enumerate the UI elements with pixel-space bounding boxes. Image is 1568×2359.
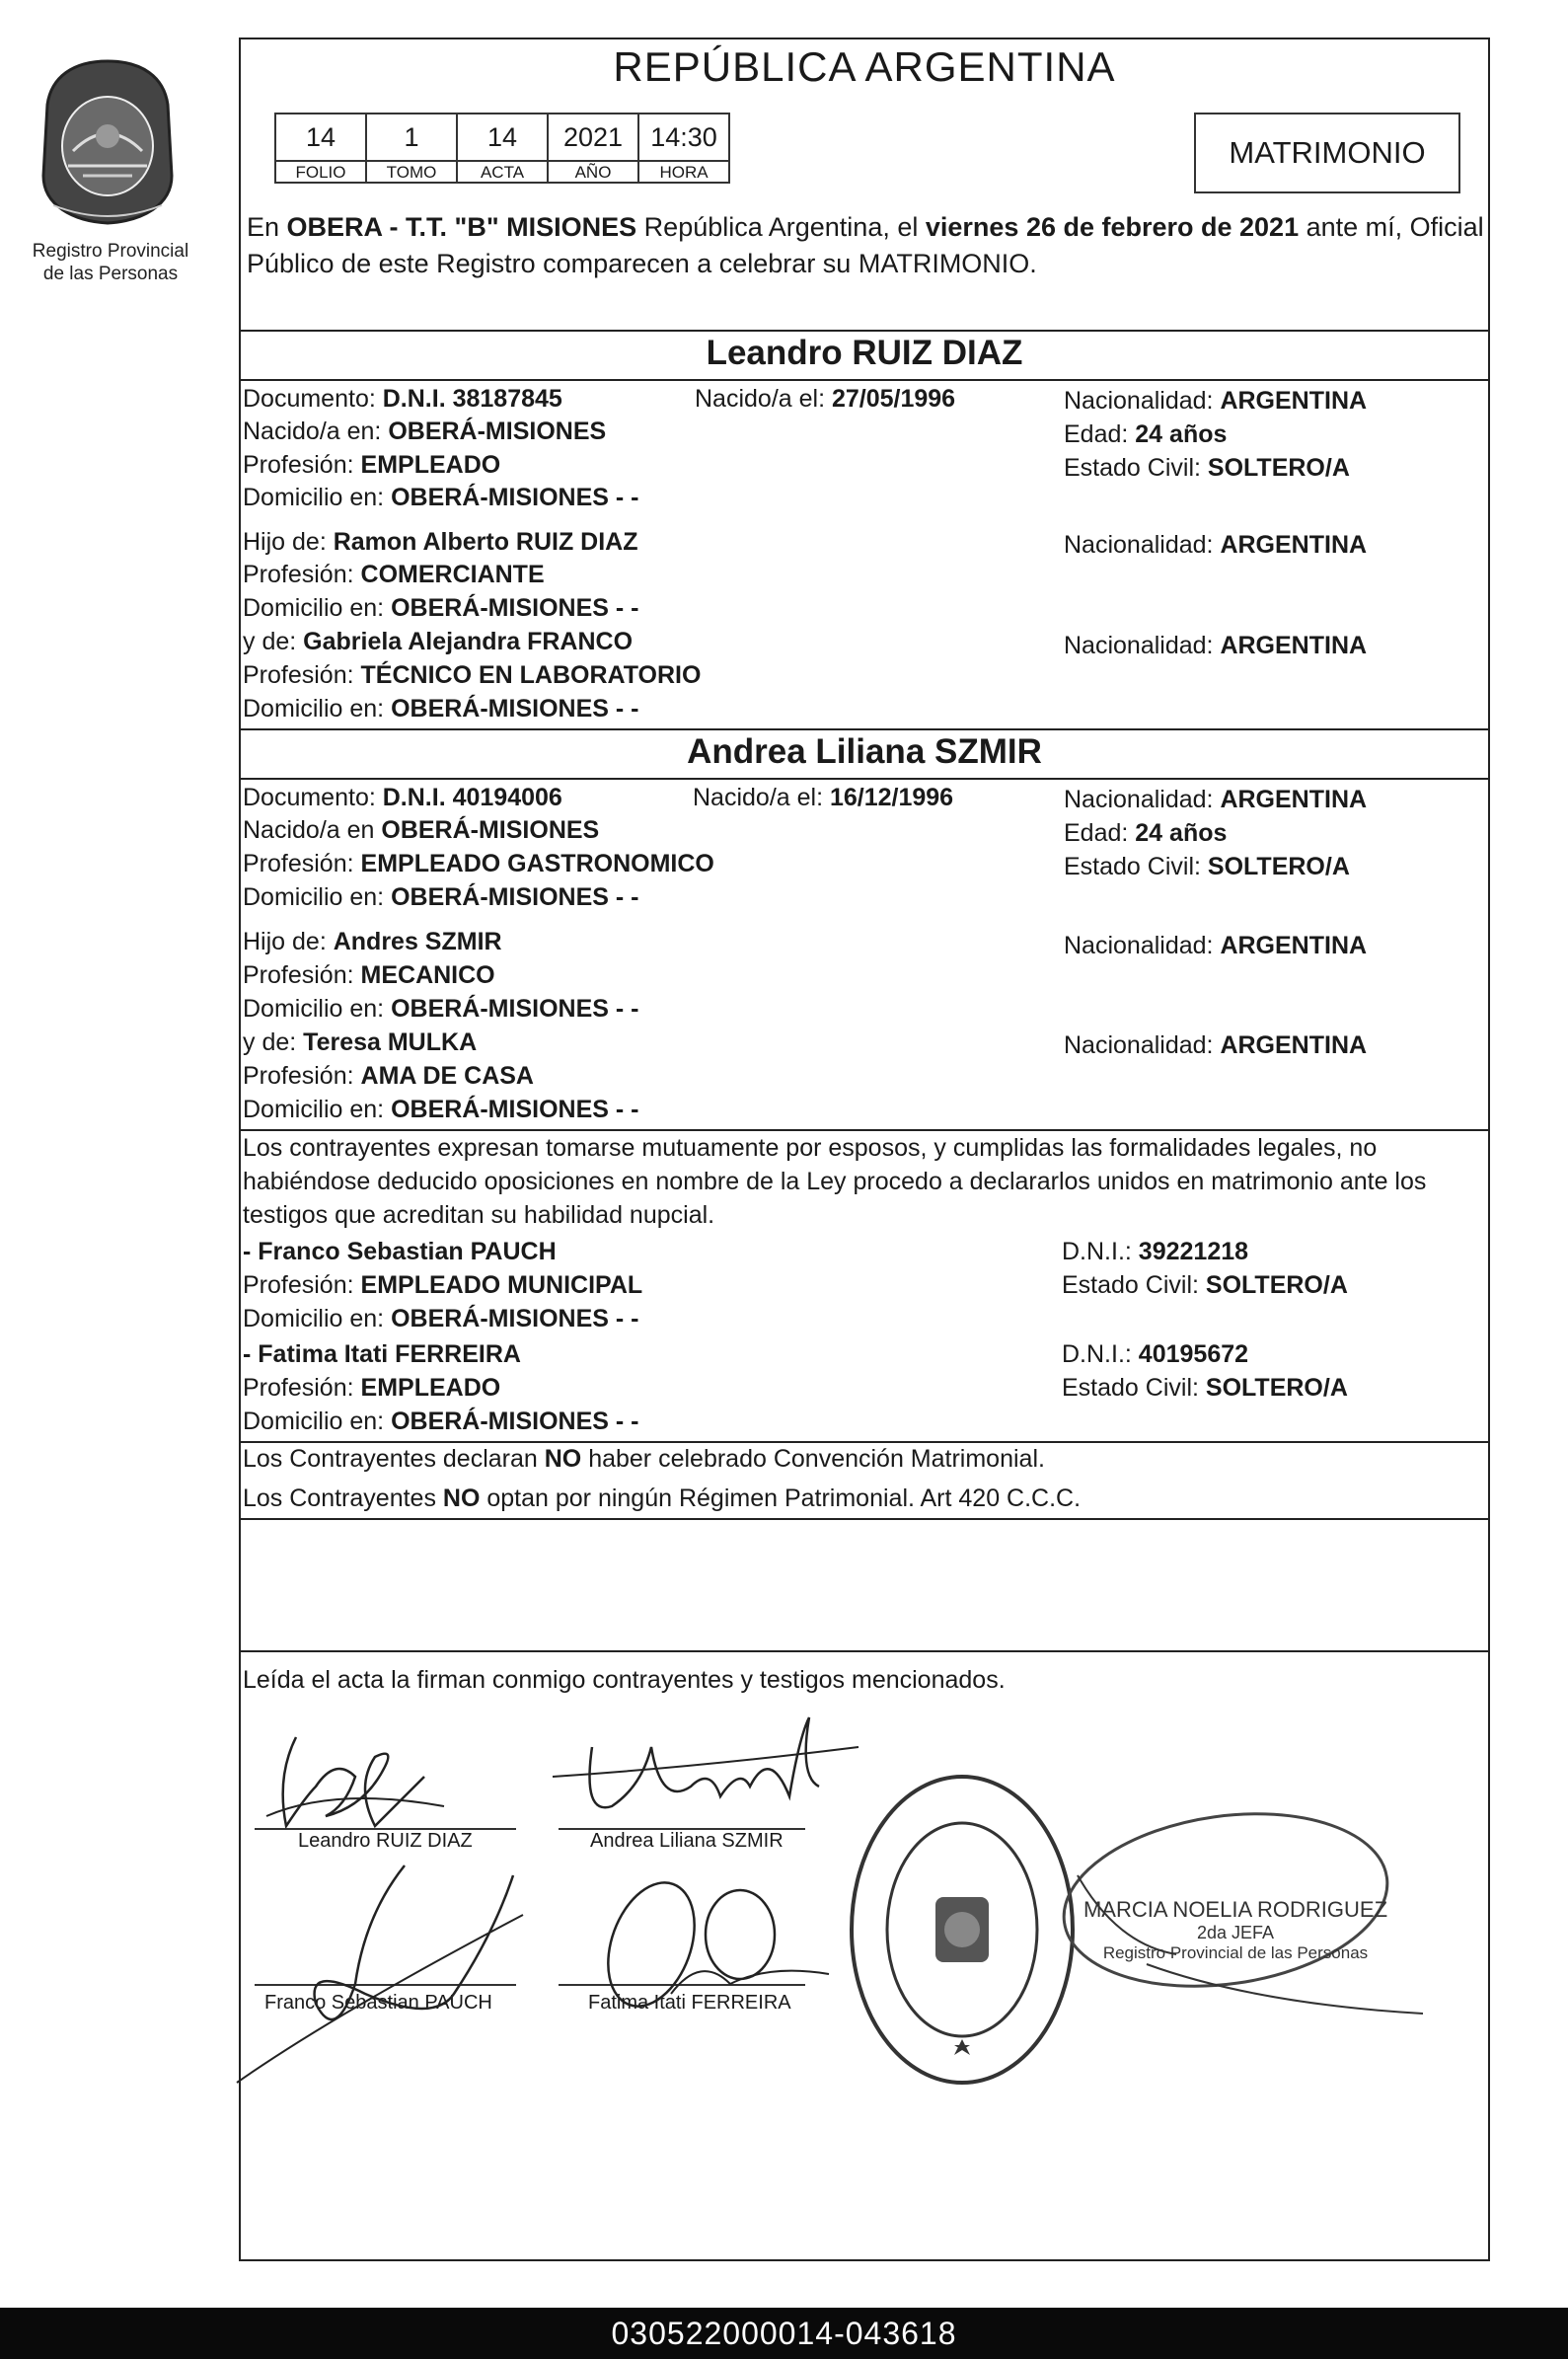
signature-witness1-icon [237, 1856, 533, 2093]
tomo-value: 1 [366, 114, 457, 161]
witness1-domicile: Domicilio en: OBERÁ-MISIONES - - [243, 1305, 639, 1332]
spouse1-mother-profession: Profesión: TÉCNICO EN LABORATORIO [243, 661, 702, 689]
divider [239, 379, 1490, 381]
spouse1-birthplace: Nacido/a en: OBERÁ-MISIONES [243, 418, 607, 445]
signature-label-witness1: Franco Sebastian PAUCH [264, 1992, 492, 2014]
spouse1-father-profession: Profesión: COMERCIANTE [243, 561, 545, 588]
folio-label: FOLIO [275, 161, 366, 183]
witness1-name: - Franco Sebastian PAUCH [243, 1238, 557, 1265]
spouse1-civil-status: Estado Civil: SOLTERO/A [1064, 454, 1350, 482]
closing-text: Leída el acta la firman conmigo contrayentes y testigos mencionados. [243, 1666, 1006, 1694]
signature-spouse2-icon [553, 1708, 868, 1846]
clause-patrimonial: Los Contrayentes NO optan por ningún Régimen Patrimonial. Art 420 C.C.C. [243, 1484, 1082, 1512]
divider [239, 778, 1490, 780]
witness2-name: - Fatima Itati FERREIRA [243, 1340, 521, 1368]
divider [239, 1441, 1490, 1443]
tomo-label: TOMO [366, 161, 457, 183]
official-name: MARCIA NOELIA RODRIGUEZ [1083, 1897, 1388, 1922]
spouse2-mother-nationality: Nacionalidad: ARGENTINA [1064, 1031, 1368, 1059]
spouse1-profession: Profesión: EMPLEADO [243, 451, 501, 479]
intro-place: OBERA - T.T. "B" MISIONES [286, 212, 637, 242]
spouse1-nationality: Nacionalidad: ARGENTINA [1064, 387, 1368, 415]
act-type-box [1194, 113, 1460, 193]
witness2-domicile: Domicilio en: OBERÁ-MISIONES - - [243, 1408, 639, 1435]
witness1-profession: Profesión: EMPLEADO MUNICIPAL [243, 1271, 643, 1299]
divider [239, 1518, 1490, 1520]
acta-label: ACTA [457, 161, 548, 183]
spouse1-mother-nationality: Nacionalidad: ARGENTINA [1064, 632, 1368, 659]
spouse2-father: Hijo de: Andres SZMIR [243, 928, 502, 955]
signature-label-spouse1: Leandro RUIZ DIAZ [298, 1830, 473, 1852]
spouse1-father-domicile: Domicilio en: OBERÁ-MISIONES - - [243, 594, 639, 622]
document-code-bar [0, 2308, 1568, 2359]
witness2-profession: Profesión: EMPLEADO [243, 1374, 501, 1402]
year-value: 2021 [548, 114, 638, 161]
spouse2-name: Andrea Liliana SZMIR [687, 732, 1042, 771]
witness2-dni: D.N.I.: 40195672 [1062, 1340, 1249, 1368]
signature-spouse1-icon [257, 1717, 454, 1856]
signature-label-witness2: Fatima Itati FERREIRA [588, 1992, 791, 2014]
spouse2-domicile: Domicilio en: OBERÁ-MISIONES - - [243, 883, 639, 911]
spouse2-mother: y de: Teresa MULKA [243, 1028, 478, 1056]
logo-caption: Registro Provincial de las Personas [32, 241, 189, 284]
spouse1-birthdate: Nacido/a el: 27/05/1996 [695, 385, 956, 413]
folio-value: 14 [275, 114, 366, 161]
country-title: REPÚBLICA ARGENTINA [613, 43, 1116, 90]
document-code: 030522000014-043618 [611, 2315, 957, 2351]
spouse2-father-nationality: Nacionalidad: ARGENTINA [1064, 932, 1368, 959]
official-office: Registro Provincial de las Personas [1102, 1943, 1369, 1962]
spouse2-father-domicile: Domicilio en: OBERÁ-MISIONES - - [243, 995, 639, 1023]
witness2-civil-status: Estado Civil: SOLTERO/A [1062, 1374, 1348, 1402]
official-stamp-text [1078, 1897, 1393, 1963]
spouse1-father: Hijo de: Ramon Alberto RUIZ DIAZ [243, 528, 638, 556]
hour-value: 14:30 [638, 114, 729, 161]
divider [239, 728, 1490, 730]
spouse1-age: Edad: 24 años [1064, 420, 1228, 448]
spouse2-age: Edad: 24 años [1064, 819, 1228, 847]
acta-value: 14 [457, 114, 548, 161]
act-type: MATRIMONIO [1229, 135, 1426, 170]
year-label: AÑO [548, 161, 638, 183]
registry-round-stamp-icon [844, 1767, 1081, 2093]
spouse2-mother-domicile: Domicilio en: OBERÁ-MISIONES - - [243, 1096, 639, 1123]
spouse1-name: Leandro RUIZ DIAZ [706, 334, 1023, 372]
spouse2-document: Documento: D.N.I. 40194006 [243, 784, 562, 811]
spouse1-mother-domicile: Domicilio en: OBERÁ-MISIONES - - [243, 695, 639, 723]
witness1-dni: D.N.I.: 39221218 [1062, 1238, 1249, 1265]
signature-label-spouse2: Andrea Liliana SZMIR [590, 1830, 784, 1852]
spouse2-birthdate: Nacido/a el: 16/12/1996 [693, 784, 954, 811]
spouse2-mother-profession: Profesión: AMA DE CASA [243, 1062, 534, 1090]
clause-convention: Los Contrayentes declaran NO haber celebrado Convención Matrimonial. [243, 1445, 1045, 1473]
witness1-civil-status: Estado Civil: SOLTERO/A [1062, 1271, 1348, 1299]
official-role: 2da JEFA [1196, 1923, 1275, 1942]
hour-label: HORA [638, 161, 729, 183]
divider [239, 330, 1490, 332]
spouse2-civil-status: Estado Civil: SOLTERO/A [1064, 853, 1350, 880]
spouse1-domicile: Domicilio en: OBERÁ-MISIONES - - [243, 484, 639, 511]
spouse2-father-profession: Profesión: MECANICO [243, 961, 495, 989]
record-number-table [274, 113, 730, 184]
misiones-seal-icon [34, 57, 182, 225]
spouse1-document: Documento: D.N.I. 38187845 [243, 385, 562, 413]
spouse2-nationality: Nacionalidad: ARGENTINA [1064, 786, 1368, 813]
spouse1-mother: y de: Gabriela Alejandra FRANCO [243, 628, 634, 655]
intro-date: viernes 26 de febrero de 2021 [925, 212, 1300, 242]
spouse1-father-nationality: Nacionalidad: ARGENTINA [1064, 531, 1368, 559]
vows-paragraph: Los contrayentes expresan tomarse mutuamente por esposos, y cumplidas las formalidades legales, no habiéndose deducido oposiciones en nombre de la Ley procedo a declararlos unidos en matrimonio ante los testigos que acreditan su habilidad nupcial. [243, 1134, 1427, 1229]
divider [239, 1650, 1490, 1652]
spouse2-birthplace: Nacido/a en OBERÁ-MISIONES [243, 816, 600, 844]
intro-paragraph: En OBERA - T.T. "B" MISIONES República Argentina, el viernes 26 de febrero de 2021 ante mí, Oficial Público de este Registro comparecen a celebrar su MATRIMONIO. [247, 212, 1484, 278]
signature-witness2-icon [582, 1865, 839, 2033]
registry-logo [22, 57, 199, 294]
spouse2-profession: Profesión: EMPLEADO GASTRONOMICO [243, 850, 714, 877]
